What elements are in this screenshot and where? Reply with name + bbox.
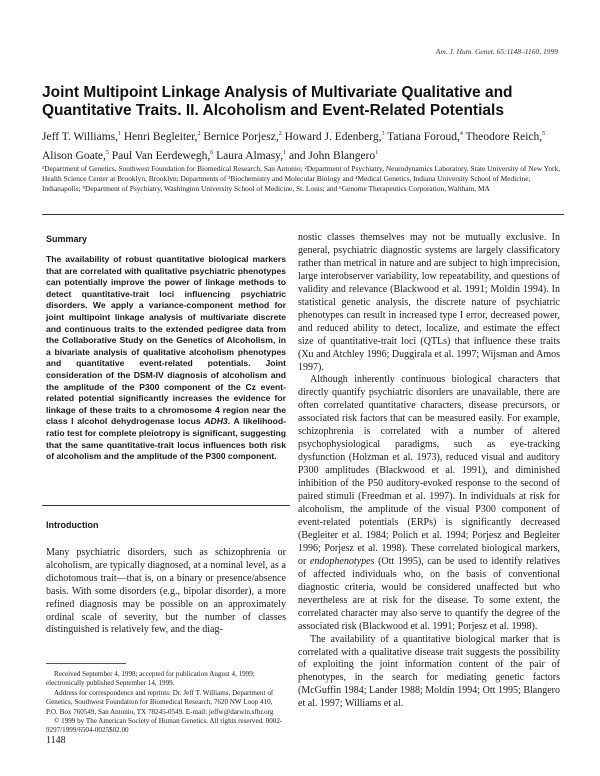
author: Tatiana Foroud,$^4$	[387, 130, 463, 143]
author: Laura Almasy,$^1$	[216, 149, 287, 162]
received-note: Received September 4, 1998; accepted for publication August 4, 1999; electronically published September 14, 1999.	[46, 670, 255, 688]
author: and John Blangero$^1$	[288, 149, 379, 162]
author: Paul Van Eerdewegh,$^6$	[111, 149, 214, 162]
author-list	[42, 126, 562, 164]
author: Bernice Porjesz,$^2$	[203, 130, 282, 143]
author: Theodore Reich,$^5$	[465, 130, 546, 143]
footnotes	[46, 670, 286, 736]
affiliations: ¹Department of Genetics, Southwest Foundation for Biomedical Research, San Antonio; ²Department of Psychiatry, Neurodynamics Laboratory, State University of New York, Health Science Center at Brooklyn, Brooklyn; Departments of ³Biochemistry and Molecular Biology and ⁴Medical Genetics, Indiana University School of Medicine, Indianapolis; ⁵Department of Psychiatry, Washington University School of Medicine, St. Louis; and ⁶Genome Therapeutics Corporation, Waltham, MA	[42, 164, 561, 193]
gene-name: ADH3	[204, 416, 228, 427]
paragraph: Although inherently continuous biological characters that directly quantify psychiatric disorders are unavailable, there are often correlated quantitative characters, disease precursors, or associated risk factors that can be measured easily. For example, schizophrenia is correlated with a number of altered psychophysiological paradigms, such as eye-tracking dysfunction (Holzman et al. 1973), reduced visual and auditory P300 amplitudes (Blackwood et al. 1991), and diminished inhibition of the P50 auditory-evoked response to the second of paired stimuli (Freedman et al. 1997). In individuals at risk for alcoholism, the amplitude of the visual P300 component of event-related potentials (ERPs) is significantly decreased (Begleiter et al. 1984; Polich et al. 1994; Porjesz and Begleiter 1996; Porjesz et al. 1998). These correlated biological markers, or endophenotypes (Ott 1995), can be used to identify relatives of affected individuals who, on the basis of conventional diagnostic criteria, would be considered unaffected but who nevertheless are at risk for the disease. To some extent, the correlated character may also serve to quantify the degree of the associated risk (Blackwood et al. 1991; Porjesz et al. 1998).	[298, 374, 560, 632]
paragraph: The availability of a quantitative biological marker that is correlated with a qualitative disease trait suggests the possibility of exploiting the joint information content of the pair of phenotypes, in the search for mediating genetic factors (McGuffin 1984; Lander 1988; Moldin 1994; Ott 1995; Blangero et al. 1997; Williams et al.	[298, 633, 560, 710]
page-number: 1148	[46, 735, 66, 746]
article-title: Joint Multipoint Linkage Analysis of Multivariate Qualitative and Quantitative Traits. II. Alcoholism and Event-Related Potentials	[42, 84, 513, 119]
introduction-text: Many psychiatric disorders, such as schizophrenia or alcoholism, are typically diagnosed, at a nominal level, as a dichotomous trait—that is, on a binary or presence/absence basis. With some disorders (e.g., bipolar disorder), a more refined diagnosis may be possible on an approximately ordinal scale of severity, but the number of classes distinguished is relatively few, and the diag-	[46, 547, 286, 636]
journal-citation: Am. J. Hum. Genet. 65:1148–1160, 1999	[435, 47, 558, 56]
footnote-divider	[46, 663, 126, 664]
summary-divider	[42, 505, 290, 506]
introduction-heading: Introduction	[46, 520, 99, 530]
address-note: Address for correspondence and reprints: Dr. Jeff T. Williams, Department of Genetics, Southwest Foundation for Biomedical Research, 7620 NW Loop 410, P.O. Box 760549, San Antonio, TX 78245-0549. E-mail: jeffw@darwin.sfbr.org	[46, 688, 274, 716]
author: Alison Goate,$^5$	[42, 149, 109, 162]
author: Henri Begleiter,$^2$	[123, 130, 201, 143]
paragraph: nostic classes themselves may not be mutually exclusive. In general, psychiatric diagnostic systems are largely classificatory rather than metrical in nature and are subject to high imprecision, large interobserver variability, low repeatability, and questions of validity and relevance (Blackwood et al. 1991; Moldin 1994). In statistical genetic analysis, the discrete nature of psychiatric phenotypes can result in increased type I error, decreased power, and reduced ability to detect, localize, and estimate the effect size of quantitative-trait loci (QTLs) that influence these traits (Xu and Atchley 1996; Duggirala et al. 1997; Wijsman and Amos 1997).	[298, 232, 560, 373]
author: Jeff T. Williams,$^1$	[42, 130, 121, 143]
summary-heading: Summary	[46, 234, 88, 244]
author: Howard J. Edenberg,$^3$	[284, 130, 385, 143]
summary-text: The availability of robust quantitative biological markers that are correlated with qualitative psychiatric phenotypes can potentially improve the power of linkage methods to detect quantitative-trait loci influencing psychiatric disorders. We apply a variance-component method for joint multipoint linkage analysis of multivariate discrete and continuous traits to the extended pedigree data from the Collaborative Study on the Genetics of Alcoholism, in a bivariate analysis of qualitative alcoholism phenotypes and quantitative event-related potentials. Joint consideration of the DSM-IV diagnosis of alcoholism and the amplitude of the P300 component of the Cz event-related potential significantly increases the evidence for linkage of these traits to a chromosome 4 region near the class I alcohol dehydrogenase locus ADH3. A likelihood-ratio test for complete pleiotropy is significant, suggesting that the same quantitative-trait locus influences both risk of alcoholism and the amplitude of the P300 component.	[46, 254, 286, 462]
right-column	[298, 232, 560, 711]
header-divider	[42, 214, 564, 215]
copyright-note: © 1999 by The American Society of Human Genetics. All rights reserved. 0002-9297/1999/6504-0025$02.00	[46, 717, 283, 735]
